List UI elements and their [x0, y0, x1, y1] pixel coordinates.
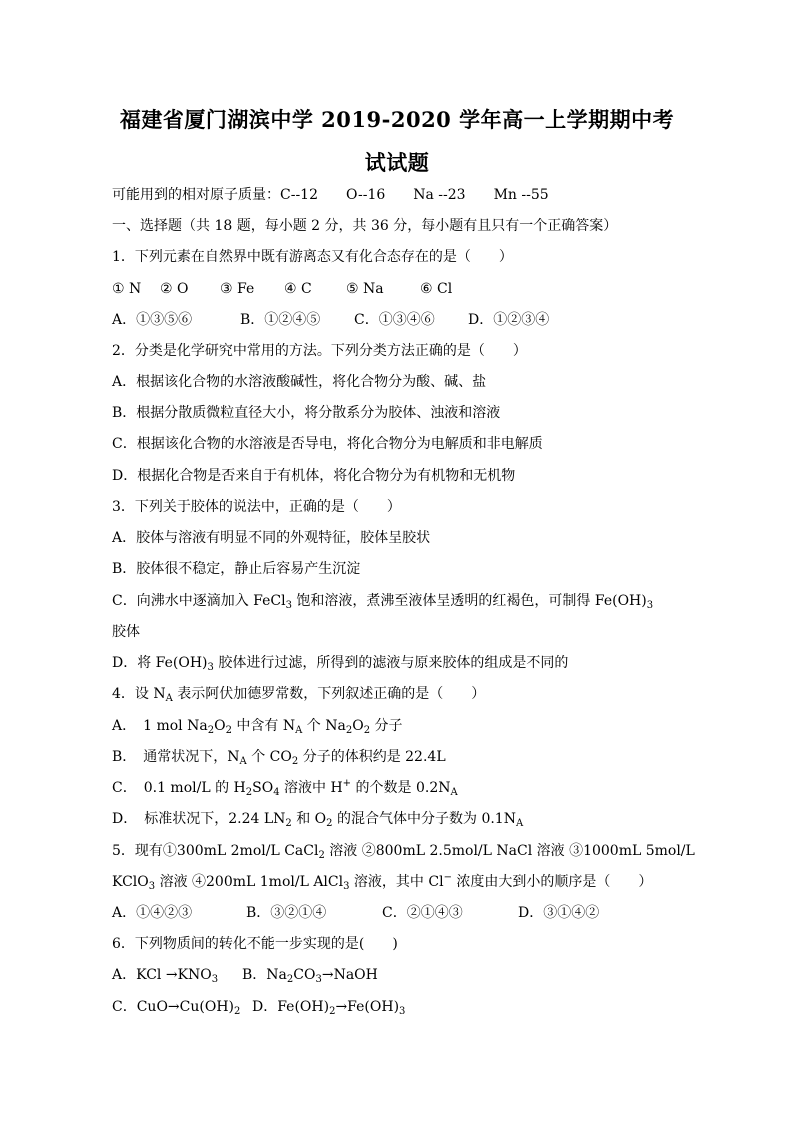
- q4-option-d: D． 标准状况下，2.24 $LN_2$ 和 $O_2$ 的混合气体中分子数为 $0.1N_A$: [112, 811, 524, 829]
- q3-option-d: D．将 $Fe(OH)_3$ 胶体进行过滤，所得到的滤液与原来胶体的组成是不同的: [112, 655, 569, 673]
- q4-stem: 4．设 $N_A$ 表示阿伏加德罗常数，下列叙述正确的是（ ）: [112, 686, 486, 704]
- q2-option-a: A．根据该化合物的水溶液酸碱性，将化合物分为酸、碱、盐: [112, 374, 487, 390]
- q5-stem-line2: KClO$_3$ 溶液 ④200mL 1mol/L AlCl$_3$ 溶液，其中 Cl− 浓度由大到小的顺序是（ ）: [112, 872, 653, 892]
- q4-option-c: C． 0.1 mol/L 的 $H_2SO_4$ 溶液中 H+ 的个数是 $0.2N_A$: [112, 778, 458, 798]
- q1-element: ④ C: [284, 281, 312, 297]
- q6-stem: 6．下列物质间的转化不能一步实现的是( ): [112, 936, 398, 952]
- q2-option-b: B．根据分散质微粒直径大小，将分散系分为胶体、浊液和溶液: [112, 405, 501, 421]
- q6-option-b: B．$Na_2CO_3\to NaOH$: [242, 967, 378, 985]
- q5-option-b: B．③②①④: [246, 905, 327, 921]
- q3-stem: 3．下列关于胶体的说法中，正确的是（ ）: [112, 499, 401, 515]
- q5-option-d: D．③①④②: [518, 905, 600, 921]
- exam-title-line2: 试试题: [364, 150, 430, 175]
- q2-option-d: D．根据化合物是否来自于有机体，将化合物分为有机物和无机物: [112, 468, 516, 484]
- q3-option-b: B．胶体很不稳定，静止后容易产生沉淀: [112, 561, 361, 577]
- q1-option-a: A．①③⑤⑥: [112, 312, 193, 328]
- q1-element: ① N: [112, 281, 142, 297]
- q1-option-d: D．①②③④: [468, 312, 550, 328]
- q2-option-c: C．根据该化合物的水溶液是否导电，将化合物分为电解质和非电解质: [112, 436, 543, 452]
- q6-option-a: A．KCl $\to KNO_3$: [112, 967, 219, 985]
- q1-option-b: B．①②④⑤: [240, 312, 321, 328]
- q1-element: ⑥ Cl: [420, 281, 453, 297]
- q1-element: ⑤ Na: [346, 281, 384, 297]
- q2-stem: 2．分类是化学研究中常用的方法。下列分类方法正确的是（ ）: [112, 343, 527, 359]
- atomic-mass-info: 可能用到的相对原子质量：C--12 O--16 Na --23 Mn --55: [112, 187, 549, 203]
- q1-element: ③ Fe: [220, 281, 255, 297]
- q1-elements: [112, 279, 470, 299]
- exam-title-line1: 福建省厦门湖滨中学 2019-2020 学年高一上学期期中考: [119, 107, 675, 132]
- q6-option-d: D．$Fe(OH)_2\to Fe(OH)_3$: [252, 999, 406, 1017]
- q5-option-a: A．①④②③: [112, 905, 193, 921]
- q6-option-c: C．$CuO\to Cu(OH)_2$: [112, 999, 241, 1017]
- q4-option-a: A． 1 mol $Na_2O_2$ 中含有 $N_A$ 个 $Na_2O_2$ 分子: [112, 718, 403, 736]
- q6-options-cd: [112, 997, 405, 1017]
- q1-options: [112, 310, 568, 330]
- q5-option-c: C．②①④③: [382, 905, 463, 921]
- q1-stem: 1．下列元素在自然界中既有游离态又有化合态存在的是（ ）: [112, 249, 513, 265]
- q1-option-c: C．①③④⑥: [354, 312, 435, 328]
- q3-option-c: C．向沸水中逐滴加入 FeCl$_3$ 饱和溶液，煮沸至液体呈透明的红褐色，可制得 $Fe(OH)_3$: [112, 593, 654, 611]
- q1-element: ② O: [160, 281, 189, 297]
- q5-stem-line1: 5．现有①300mL 2mol/L CaCl$_2$ 溶液 ②800mL 2.5mol/L NaCl 溶液 ③1000mL 5mol/L: [112, 843, 695, 861]
- q3-option-c-continued: 胶体: [112, 624, 140, 640]
- q4-option-b: B． 通常状况下，$N_A$ 个 $CO_2$ 分子的体积约是 22.4L: [112, 749, 446, 767]
- section-heading: 一、选择题（共 18 题，每小题 2 分，共 36 分，每小题有且只有一个正确答案）: [112, 218, 618, 234]
- q6-options-ab: [112, 965, 378, 985]
- q5-options: [112, 903, 618, 923]
- q3-option-a: A．胶体与溶液有明显不同的外观特征，胶体呈胶状: [112, 530, 431, 546]
